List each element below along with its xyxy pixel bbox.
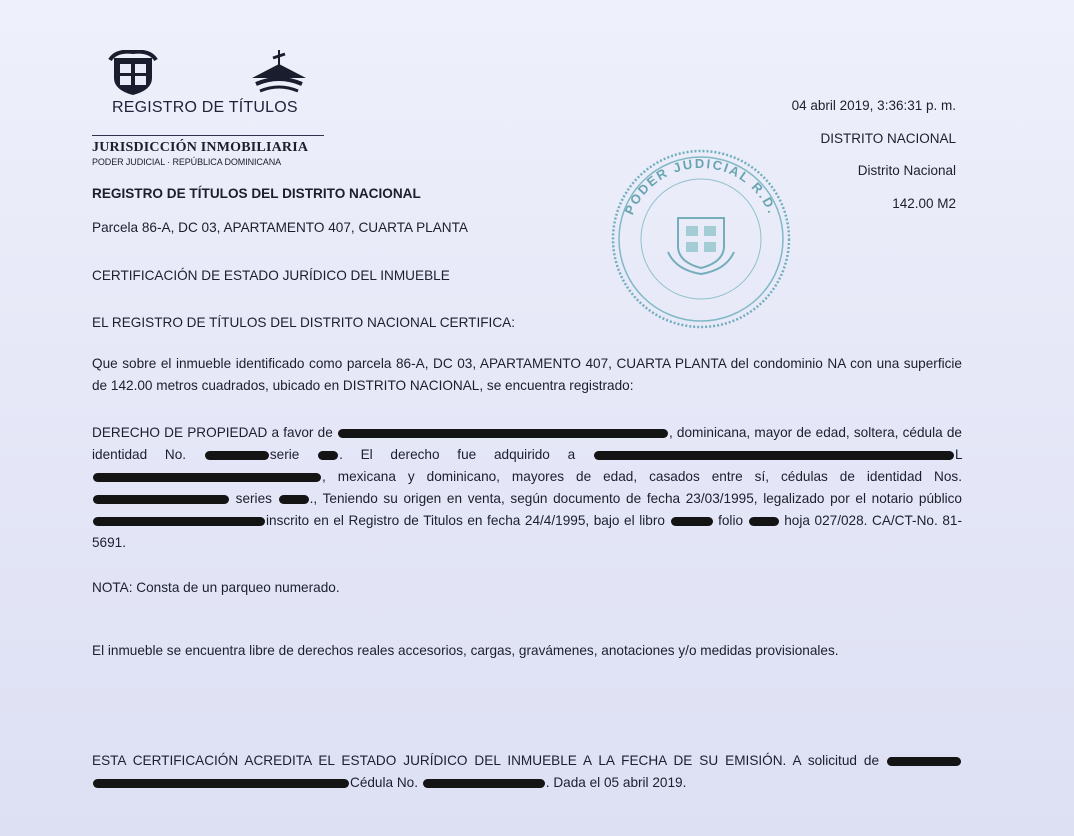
judicial-seal [606, 146, 796, 332]
redaction [93, 495, 229, 504]
certificate-title: CERTIFICACIÓN DE ESTADO JURÍDICO DEL INMUEBLE [92, 268, 450, 283]
ownership-text: . El derecho fue adquirido a [339, 447, 576, 462]
seal-shield-icon [668, 218, 734, 274]
justice-emblem-icon [248, 48, 310, 96]
ownership-text: ., Teniendo su origen en venta, según documento de fecha 23/03/1995, legalizado por el notario público [309, 491, 962, 506]
certifies-line: EL REGISTRO DE TÍTULOS DEL DISTRITO NACIONAL CERTIFICA: [92, 315, 515, 330]
issue-info [792, 90, 956, 220]
redaction [338, 429, 668, 438]
property-area: 142.00 M2 [892, 195, 956, 211]
note-line: NOTA: Consta de un parqueo numerado. [92, 580, 340, 595]
jurisdiction-label: JURISDICCIÓN INMOBILIARIA [92, 140, 309, 155]
ownership-text: , mexicana y dominicano, mayores de edad, casados entre sí, cédulas de identidad Nos. [322, 469, 962, 484]
ownership-text: folio [718, 513, 744, 528]
issue-district: DISTRITO NACIONAL [820, 130, 956, 146]
encumbrance-paragraph: El inmueble se encuentra libre de derechos reales accesorios, cargas, gravámenes, anotaciones y/o medidas provisionales. [92, 643, 839, 658]
ownership-text: DERECHO DE PROPIEDAD a favor de [92, 425, 333, 440]
redaction [205, 451, 269, 460]
ownership-text: inscrito en el Registro de Titulos en fecha 24/4/1995, bajo el libro [266, 513, 665, 528]
closing-text: ESTA CERTIFICACIÓN ACREDITA EL ESTADO JURÍDICO DEL INMUEBLE A LA FECHA DE SU EMISIÓN. A solicitud de [92, 753, 880, 768]
registry-title: REGISTRO DE TÍTULOS [112, 99, 298, 116]
ownership-text: L [954, 447, 962, 462]
parcel-line: Parcela 86-A, DC 03, APARTAMENTO 407, CUARTA PLANTA [92, 220, 468, 235]
redaction [93, 473, 321, 482]
intro-paragraph: Que sobre el inmueble identificado como parcela 86-A, DC 03, APARTAMENTO 407, CUARTA PLANTA del condominio NA con una superficie de 142.00 metros cuadrados, ubicado en DISTRITO NACIONAL, se encuentra registrado: [92, 356, 962, 393]
ownership-text: series [235, 491, 272, 506]
ownership-text: serie [269, 447, 300, 462]
redaction [93, 779, 349, 788]
redaction [279, 495, 309, 504]
coat-of-arms-icon [108, 50, 158, 96]
redaction [318, 451, 338, 460]
issue-datetime: 04 abril 2019, 3:36:31 p. m. [791, 98, 956, 113]
header-divider [92, 135, 324, 136]
redaction [423, 779, 545, 788]
redaction [749, 517, 779, 526]
office-heading: REGISTRO DE TÍTULOS DEL DISTRITO NACIONAL [92, 186, 421, 201]
seal-text: PODER JUDICIAL R.D. [621, 155, 781, 217]
redaction [93, 517, 265, 526]
redaction [887, 757, 961, 766]
issue-district-sub: Distrito Nacional [857, 163, 956, 178]
svg-text:PODER JUDICIAL R.D. [621, 156, 780, 217]
ownership-text: hoja 027/028. CA/CT-No. 81-5691. [92, 513, 962, 550]
ownership-paragraph [92, 422, 962, 554]
closing-paragraph [92, 750, 962, 794]
closing-text: Cédula No. [350, 775, 419, 790]
ownership-text: , dominicana, mayor de edad, soltera, cédula de identidad No. [92, 425, 962, 462]
redaction [671, 517, 713, 526]
judiciary-label: PODER JUDICIAL · REPÚBLICA DOMINICANA [92, 157, 282, 167]
redaction [594, 451, 954, 460]
closing-text: . Dada el 05 abril 2019. [545, 775, 687, 790]
